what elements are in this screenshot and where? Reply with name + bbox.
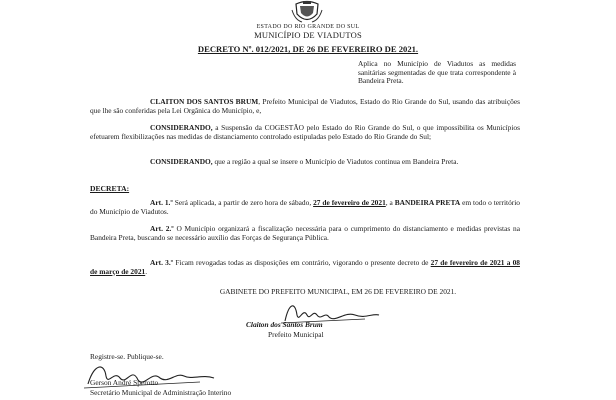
article-3-text-a: Ficam revogadas todas as disposições em contrário, vigorando o presente decreto de (173, 258, 431, 267)
gabinete-line: GABINETE DO PREFEITO MUNICIPAL, EM 26 DE FEVEREIRO DE 2021. (219, 287, 457, 296)
article-1-text-b: , a (385, 198, 395, 207)
considering-text-1: a Suspensão da COGESTÃO pelo Estado do Rio Grande do Sul, o que impossibilita os Municípios efetuarem flexibilizações nas medidas de distanciamento controlado estipuladas pelo Estado do Rio Grande do Sul; (90, 123, 520, 141)
article-2-lead: Art. 2.º (150, 224, 174, 233)
decree-title: DECRETO Nº. 012/2021, DE 26 DE FEVEREIRO DE 2021. (197, 44, 419, 54)
article-1 (90, 199, 520, 216)
secretary-role: Secretário Municipal de Administração Interino (90, 388, 232, 397)
article-3-period: 27 de fevereiro de 2021 a 08 de março de 2021 (90, 258, 520, 276)
article-3 (90, 259, 520, 276)
article-2-text: O Município organizará a fiscalização necessária para o cumprimento do distanciamento e medidas previstas na Bandeira Preta, buscando se necessário auxílio das Forças de Segurança Pública. (90, 224, 520, 242)
considering-lead-2: CONSIDERANDO, (150, 157, 213, 166)
mayor-name: CLAITON DOS SANTOS BRUM (150, 97, 259, 106)
state-name: ESTADO DO RIO GRANDE DO SUL (256, 24, 360, 30)
article-1-text-c: em todo o território do Município de Viadutos. (90, 198, 520, 216)
preamble-text: , Prefeito Municipal de Viadutos, Estado do Rio Grande do Sul, usando das atribuições que lhe são conferidas pela Lei Orgânica do Município, e, (90, 97, 520, 115)
decree-summary: Aplica no Município de Viadutos as medidas sanitárias segmentadas de que trata correspondente à Bandeira Preta. (358, 59, 516, 86)
decreta-heading: DECRETA: (90, 184, 130, 193)
signer-role: Prefeito Municipal (268, 330, 324, 339)
article-1-lead: Art. 1.º (150, 198, 173, 207)
municipal-crest-icon (290, 0, 324, 26)
municipality-name: MUNICÍPIO DE VIADUTOS (254, 30, 362, 40)
secretary-name: Gerson André Sperotto (90, 378, 159, 387)
article-3-text-b: . (145, 266, 148, 276)
preamble-paragraph (90, 98, 520, 115)
considering-text-2: que a região a qual se insere o Município de Viadutos continua em Bandeira Preta. (212, 157, 459, 166)
registration-line: Registre-se. Publique-se. (90, 352, 164, 361)
considering-paragraph-1 (90, 124, 520, 141)
article-1-flag: BANDEIRA PRETA (394, 198, 461, 207)
considering-lead-1: CONSIDERANDO, (150, 123, 213, 132)
article-1-text-a: Será aplicada, a partir de zero hora de sábado, (172, 198, 314, 207)
signer-name: Claiton dos Santos Brum (246, 320, 323, 329)
article-3-lead: Art. 3.º (150, 258, 174, 267)
considering-paragraph-2 (90, 158, 520, 167)
article-2 (90, 225, 520, 242)
article-1-date: 27 de fevereiro de 2021 (313, 198, 386, 207)
